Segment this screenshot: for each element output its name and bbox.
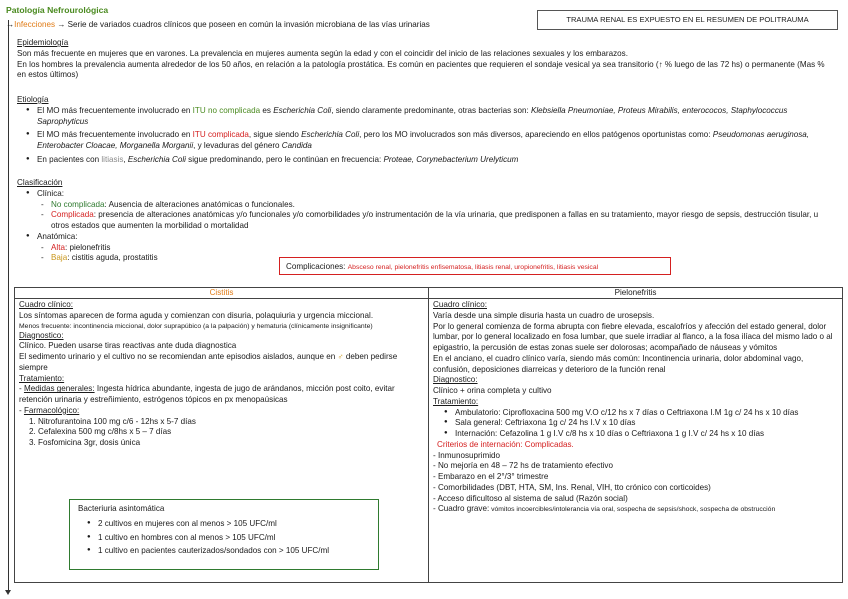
etiologia-item: ● El MO más frecuentemente involucrado en ITU no complicada es Escherichia Coli, siendo claramente predominante, otras bacterias son: Klebsiella Pneumoniae, Proteus Mirabilis, enterococos, Staphylococcus Saprophyticus — [23, 106, 832, 128]
timeline-line — [8, 20, 9, 593]
itu-no-complicada-label: ITU no complicada — [192, 105, 261, 115]
itu-complicada-label: ITU complicada — [192, 130, 249, 140]
list-item: 3. Fosfomicina 3gr, dosis única — [29, 438, 141, 448]
alta-item: - Alta: pielonefritis — [39, 243, 832, 254]
etiologia-item: ● En pacientes con litiasis, Escherichia Coli sigue predominando, pero le continúan en frecuencia: Proteae, Corynebacterium Urelyticum — [23, 155, 832, 166]
page-title: Patología Nefrourológica — [6, 5, 109, 15]
list-item: - No mejoría en 48 – 72 hs de tratamiento efectivo — [433, 461, 613, 471]
cistitis-diag-text2: El sedimento urinario y el cultivo no se recomiendan ante episodios aislados, aunque en ♂ deben pedirse siempre — [19, 352, 398, 372]
list-item: - Acceso dificultoso al sistema de salud (Razón social) — [433, 493, 628, 503]
list-item: 2. Cefalexina 500 mg c/8hs x 5 – 7 días — [29, 427, 172, 437]
list-item: ● Ambulatorio: Ciprofloxacina 500 mg V.O c/12 hs x 7 días o Ceftriaxona I.M 1g c/ 24 hs x 10 días — [441, 408, 838, 419]
pielo-cuadro-text2: Por lo general comienza de forma abrupta con fiebre elevada, escalofríos y afección del estado general, dolor lumbar, por lo general localizado en fosa lumbar, que suele irradiar al flanco, a la fosa ilíaca del mismo lado o al epigastrio, la percusión de estas zonas suele ser dolorosas; acompañado de náuseas y vómitos — [433, 321, 833, 352]
header-divider — [15, 298, 842, 299]
criterios-heading: Criterios de internación: Complicadas. — [437, 439, 574, 449]
litiasis-label: litiasis — [101, 154, 124, 164]
column-divider — [428, 288, 429, 582]
comparison-table — [14, 287, 843, 583]
clasificacion-section — [17, 178, 832, 264]
etiologia-item: ● El MO más frecuentemente involucrado en ITU complicada, sigue siendo Escherichia Coli, pero los MO involucrados son más diversos, apareciendo en ellos patógenos oportunistas como: Pseudomonas aeruginosa, Enterobacter Cloacae, Morganella Morganii, y levaduras del género Candida — [23, 130, 832, 152]
pielonefritis-column — [433, 300, 838, 515]
arrow-right-icon: → — [57, 20, 66, 29]
list-item: - Comorbilidades (DBT, HTA, SM, Ins. Renal, VIH, tto crónico con corticoides) — [433, 482, 711, 492]
bacteriuria-box — [69, 499, 379, 570]
etiologia-section — [17, 95, 832, 166]
complicaciones-label: Complicaciones: — [286, 262, 346, 271]
pielo-cuadro-text3: En el anciano, el cuadro clínico varía, siendo más común: Incontinencia urinaria, dolor abdominal vago, confusión, deposiciones diarreicas y deterioro de la función renal — [433, 353, 804, 374]
bacteriuria-title: Bacteriuria asintomática — [78, 504, 165, 513]
cistitis-title: Cistitis — [209, 288, 234, 297]
cistitis-diag-text1: Clínico. Pueden usarse tiras reactivas ante duda diagnostica — [19, 341, 237, 351]
list-item: - Embarazo en el 2°/3° trimestre — [433, 472, 549, 481]
list-item: - Cuadro grave: vómitos incoercibles/intolerancia vía oral, sospecha de sepsis/shock, sospecha de obstrucción — [433, 504, 776, 514]
list-item: ● 2 cultivos en mujeres con al menos > 105 UFC/ml — [84, 519, 370, 530]
epidemiologia-line2: En los hombres la prevalencia aumenta alrededor de los 50 años, en relación a la patología prostática. Es común en pacientes que requieren el sondaje vesical ya sea transitorio (↑ % luego de las 72 hs) o permanente (Mas % en estos últimos) — [17, 59, 825, 80]
complicaciones-box — [279, 257, 671, 275]
pielonefritis-title: Pielonefritis — [614, 288, 657, 297]
no-complicada-item: - No complicada: Ausencia de alteraciones anatómicas o funcionales. — [39, 200, 832, 211]
list-item: ● 1 cultivo en hombres con al menos > 105 UFC/ml — [84, 533, 370, 544]
pielo-trat-heading: Tratamiento: — [433, 396, 479, 406]
list-item: 1. Nitrofurantoina 100 mg c/6 - 12hs x 5-7 días — [29, 416, 196, 426]
intro-term: Infecciones — [14, 20, 56, 29]
epidemiologia-heading: Epidemiología — [17, 38, 69, 47]
cistitis-cuadro-heading: Cuadro clínico: — [19, 300, 73, 309]
list-item: - Inmunosuprimido — [433, 450, 501, 460]
clinica-label: ● Clínica: — [23, 189, 832, 200]
anatomica-label: ● Anatómica: — [23, 232, 832, 243]
cistitis-farm-heading: - Farmacológico: — [19, 405, 80, 415]
clasificacion-heading: Clasificación — [17, 178, 63, 187]
cistitis-trat-heading: Tratamiento: — [19, 373, 65, 383]
list-item: ● Sala general: Ceftriaxona 1g c/ 24 hs I.V x 10 días — [441, 418, 838, 429]
list-item: ● 1 cultivo en pacientes cauterizados/sondados con > 105 UFC/ml — [84, 546, 370, 557]
list-item: ● Internación: Cefazolina 1 g I.V c/8 hs x 10 días o Ceftriaxona 1 g I.V c/ 24 hs x 10 días — [441, 429, 838, 440]
intro-line — [6, 20, 536, 31]
cistitis-cuadro-text: Los síntomas aparecen de forma aguda y comienzan con disuria, polaquiuria y urgencia miccional. — [19, 310, 374, 320]
arrow-right-icon: → — [6, 20, 15, 29]
etiologia-heading: Etiología — [17, 95, 49, 104]
pielo-cuadro-heading: Cuadro clínico: — [433, 300, 487, 309]
timeline-arrow-down-icon — [5, 590, 11, 595]
cistitis-column — [19, 300, 424, 449]
complicada-item: - Complicada: presencia de alteraciones anatómicas y/o funcionales y/o comorbilidades y/o instrumentación de la vía urinaria, que predisponen a fallas en su tratamiento, mayor riesgo de sepsis, destrucción tisular, u otros estados que aumenten la morbilidad o mortalidad — [39, 210, 831, 232]
pielo-diag-text: Clínico + orina completa y cultivo — [433, 386, 552, 395]
cistitis-farm-list — [19, 417, 424, 449]
baja-item: - Baja: cistitis aguda, prostatitis — [39, 253, 832, 264]
cistitis-cuadro-small: Menos frecuente: incontinencia miccional, dolor suprapúbico (a la palpación) y hematuria (clínicamente insignificante) — [19, 322, 373, 330]
trauma-note-box: TRAUMA RENAL ES EXPUESTO EN EL RESUMEN DE POLITRAUMA — [537, 10, 838, 30]
pielo-cuadro-text1: Varía desde una simple disuria hasta un cuadro de urosepsis. — [433, 310, 655, 320]
cistitis-diag-heading: Diagnostico: — [19, 330, 64, 340]
male-symbol-icon: ♂ — [337, 352, 344, 362]
epidemiologia-section — [17, 38, 832, 81]
complicaciones-text: Absceso renal, pielonefritis enfisematosa, litiasis renal, uropionefritis, litiasis vesical — [347, 264, 599, 271]
pielo-diag-heading: Diagnostico: — [433, 375, 478, 385]
cistitis-medidas: - Medidas generales: Ingesta hídrica abundante, ingesta de jugo de arándanos, micción post coito, evitar retención urinaria y estreñimiento, estrógenos tópicos en px menopaúsicas — [19, 384, 395, 405]
intro-text: Serie de variados cuadros clínicos que poseen en común la invasión microbiana de las vías urinarias — [67, 20, 430, 29]
epidemiologia-line1: Son más frecuente en mujeres que en varones. La prevalencia en mujeres aumenta según la edad y con el coincidir del inicio de las relaciones sexuales y los embarazos. — [17, 48, 628, 58]
